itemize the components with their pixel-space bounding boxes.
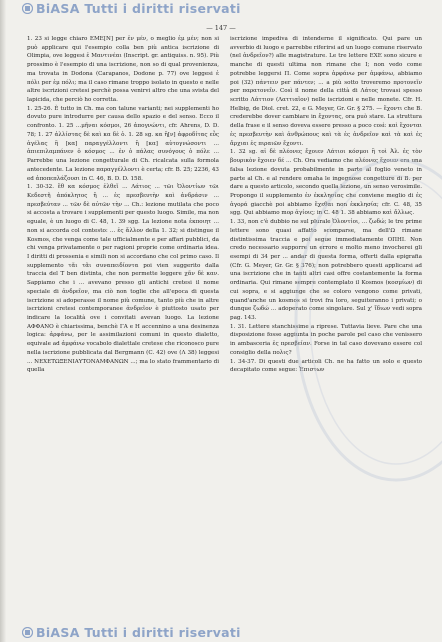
left-paragraph: 1. 25-26. È tutto in Ch. ma con talune varianti; nei supplementi ho dovuto pure introdurre per causa dello spazio e del senso. Ecco il confronto. 1. 25 ...μῆναι κόσμοι, 26 ἀπογνώντι, cfr. Ahrens, D. D. 78; 1. 27 ἀλλίστας δὲ καὶ κα δὲ ὁ. 1. 28 sg. κα ἤ[ν] ἀφροδίτας εὖς ἀγέλας ἢ [κα] παραγγέλλοντι ἢ [κα] αὐτογνώσοντι ... ἀπιεπιλαμπάνεν ὁ κόσμος ... ἐν ὁ πάλας συνόγους ὁ πόλε ... Parrebbe una lezione congetturale di Ch. ricalcata sulla formola antecedente. La lezione παραγγέλλοντι è certa; cfr. B. 25; 2236, 43 ed ἀποπεπλάζουσι in C. 46, B. D. D. 158. xyxy=(27,105,219,182)
right-paragraph: 1. 32 sg. αἱ δὲ πλέονες ἔχοιεν Λάτιοι κόσμοι ἢ τοὶ Ἀλ. ἐς τὸν βουρικὸν ἔχοιεν δέ ... Ch. Ora vediamo che πλέονες ἔχοιεν era una falsa lezione dovuta probabilmente in parte al foglio veneto in parte al Ch. e al rendere omaha le ingegnose congetture di B. per dare a questo articolo, secondo quella lezione, un senso verosimile. Propongo il supplemento ἐν ἐκκλησίας che conviene meglio di ἐς ἀγορά giacchè poi abbiamo ἔχεθαι non ἐκκλησία; cfr. C. 48, 35 sgg. Qui abbiamo mορ ἀγίοις; in C. 48 1. 38 abbiamo καὶ ἄλλως. xyxy=(230,149,422,217)
left-column xyxy=(27,35,219,617)
page-number: — 147 — xyxy=(206,24,236,32)
watermark-text-top: BiASA Tutti i diritti riservati xyxy=(36,1,241,16)
left-paragraph: 1. 30-32. ἔθ κα κόσμος ἐλθεῖ ... Λάτιος ... τῶι Ὀλοντίων τῶι Κεδεστῆ ἀπόκλητος ἢ ... ἐς πρεσβευτὴν καὶ ἀνδράσιν ... πρεσβεύταν ... τῶν δὲ αὐτῶν τὴν ... Ch.: lezione mutilata che poco si accosta a trovare i supplementi per questo luogo. Simile, ma non eguale, è un luogo di C. 48, 1. 39 sgg. La lezione nota ἐκποιητ ... non si accorda col contesto: ... ἐς ἄλλον della 1. 32; si distingue il Kosmos, che venga come tale ufficialmente e per affari pubblici, da chi venga privatamente o per ragioni proprie come ordinaria idea. I diritti di prossenia e simili non si accordano che col primo caso. Il supplemento τᾶι τᾶι συναπειδίοντα poi vien suggerito dalla traccia del Τ ben distinta, che non permette leggere χᾶν δὲ καν. Sappiamo che i ... avevano presso gli antichi cretesi il nome speciale di ἀνδρεῖον, ma ciò non toglie che all'epoca di questa iscrizione si adoperasse il nome più comune, tanto più che in altre iscrizioni cretesi contemporanee ἀνδρεῖον è piuttosto usato per indicare la località ove i convitati avevan luogo. La lezione ΑΦΦΑΝΟ è chiarissima, benchè ΓΑ e Η accennino a una desinenza logica: ἀρφάνω, per le assimilazioni comuni in questo dialetto, equivale ad ἀμφάνω vocabolo dialettale cretese che riconosco pure nella iscrizione pubblicata dal Bergmann (C. 42) ove (Λ 38) leggesi ... ΝΕΧΕΤΩΞΕΝΙΑΥΤΟΝΑΜΦΑΝΩΝ ...; ma lo stato frammentario di quella xyxy=(27,184,219,374)
watermark-text-bottom: BiASA Tutti i diritti riservati xyxy=(36,625,241,640)
scan-edge xyxy=(0,0,6,642)
right-paragraph: 1. 33, non c'è dubbio ne sul plurale Ὀλοντίοι, ... ζωδώ; le tre prime lettere sono quasi affatto scomparse, ma dell'Ω rimane distintissima traccia e poi segue immediatamente ΟΠΗΙ. Non credo necessario supporre un errore e molto meno invocherei gli esempi di 34 per ... andar di questa forma, offerti dalla epigrafia (Cfr. G. Meyer, Gr. Gr. § 376); non potrebbero questi applicarsi ad una iscrizione che in tanti altri casi offre costantemente la forma ordinaria. Qui rimane sempre contemplato il Kosmos (κοσμίων) di cui sopra, e si aggiunge che se coloro vengono come privati, quand'anche un kosmos si trovi fra loro, seguiteranno i privati; o dunque ζωδώ ... adoperato come singolare. Sul χ' ἴδιων vedi sopra pag. 143. xyxy=(230,219,422,321)
right-paragraph: iscrizione impediva di intenderne il significato. Qui pare un avverbio di luogo e parrebbe riferirsi ad un luogo comune riservato (nel ἀνδρεῖον?) alle magistrature. Le tre lettere ΕΧΕ sono sicure e manche di questi ultima non rimane che Ι; non vedo come potrebbe leggersi Π. Come sopra ἀρφάνω per ἀμφάνω, abbiamo poi (32) πάντειν per πάντεν; ... a più sotto troveremo προτονεῖν per παρατονεῖν. Così il nome della città di Λάτος trovasi spesso scritto Λάττιον (Λαττιαῖον) nelle iscrizioni e nelle monete. Cfr. H. Helbig, de Diol. cret. 22, e G. Meyer, Gr. Gr. § 275. — ἔχοντι che B. crederebbe dover cambiare in ἔχοντας, ora può stare. La struttura della frase e il senso doveva essere presso a poco così: καὶ ἔχονται ἐς πρεσβευτὴν καὶ ἀνθρώπους καὶ τὰ ἐς ἀνδρεῖον καὶ τὰ καὶ ἐς ἄρχιαι ἐς πιραιῶν ἔχοντι. xyxy=(230,36,422,147)
right-column xyxy=(230,35,422,617)
right-paragraph: 1. 34-37. Di questi due articoli Ch. ne ha fatto un solo e questo decapitato come segue: Ἐπιστων xyxy=(230,358,422,374)
library-logo-icon xyxy=(22,3,33,14)
library-logo-icon xyxy=(22,627,33,638)
left-paragraph: 1. 23 si legge chiaro ΕΜΕ[Ν] per ἐν μέν, o meglio ἐμ μέν; non si può applicare qui l'esempio colla ben più antica iscrizione di Olimpia, ove leggesi ἐ Μαντινέαι (Inscript. gr. antiquiss. n. 95). Più prossimo è l'esempio di una iscrizione, non so di qual provenienza, ma trovata in Dodona (Carapanos, Dodone p. 77) ove leggesi ἐ πόλι per ἐμ πόλι; ma il caso rimane troppo isolato in questo e nelle altre iscrizioni cretesi perchè possa venirvi altro che una svista del lapicida, che perciò ho corretta. xyxy=(27,36,219,104)
watermark-banner-bottom xyxy=(0,624,442,642)
watermark-banner-top xyxy=(0,0,442,18)
right-paragraph: 1. 31. Lettere stanchissime a riprese. Tuttavia lieve. Pare che una disposizione fosse aggiunta in poche parole pel caso che venissero in ambasceria ἐς πρεσβείαν. Forse in tal caso dovevano essere col consiglio della πολις? xyxy=(230,323,422,356)
